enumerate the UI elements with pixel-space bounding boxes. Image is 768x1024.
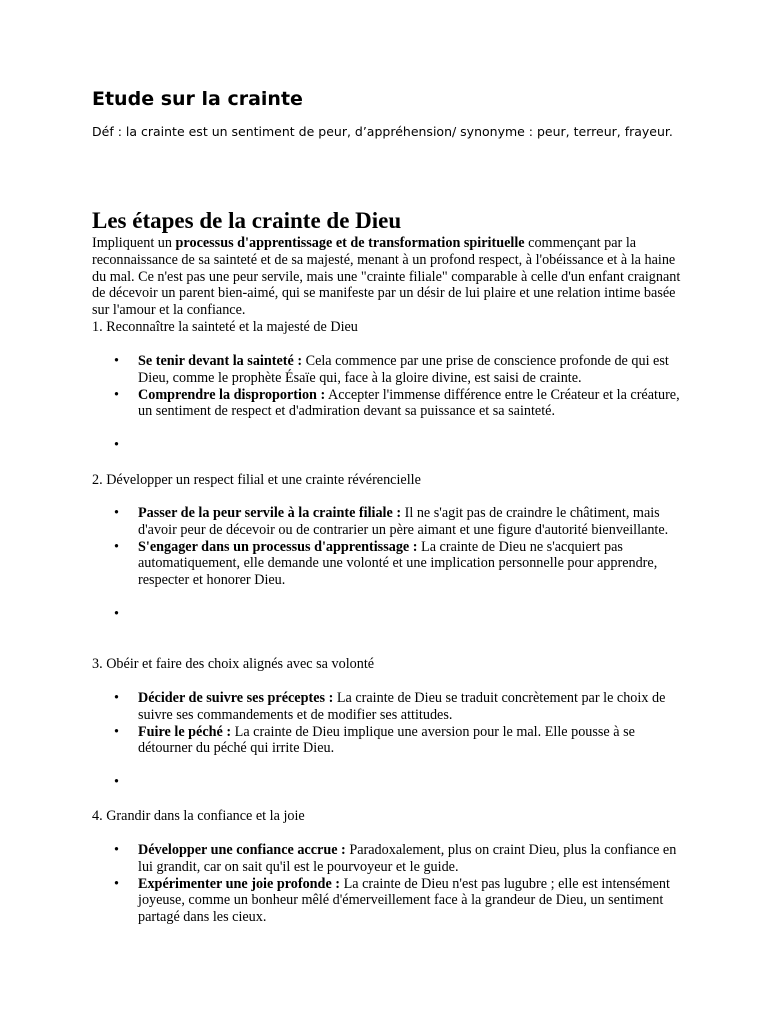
empty-list-item — [92, 437, 682, 454]
step-1-heading: 1. Reconnaître la sainteté et la majesté de Dieu — [92, 319, 358, 335]
item-text: La crainte de Dieu implique une aversion pour le mal. Elle pousse à se détourner du péché qui irrite Dieu. — [138, 723, 635, 757]
empty-list-item — [92, 606, 682, 623]
list-item — [92, 539, 682, 589]
list-item — [92, 876, 682, 926]
item-text: La crainte de Dieu se traduit concrètement par le choix de suivre ses commandements et de modifier ses attitudes. — [138, 690, 666, 723]
intro-pre: Impliquent un — [92, 235, 176, 251]
item-bold: Se tenir devant la sainteté : — [138, 353, 303, 369]
list-item — [92, 505, 682, 539]
step-2-heading: 2. Développer un respect filial et une crainte révérencielle — [92, 472, 421, 488]
intro-bold: processus d'apprentissage et de transformation spirituelle — [175, 235, 525, 251]
step-3-heading: 3. Obéir et faire des choix alignés avec sa volonté — [92, 656, 375, 672]
document-title: Etude sur la crainte — [92, 88, 303, 110]
item-text: Accepter l'immense différence entre le Créateur et la créature, un sentiment de respect et d'admiration devant sa puissance et sa sainteté. — [138, 386, 680, 420]
item-bold: Décider de suivre ses préceptes : — [138, 690, 334, 706]
section-heading: Les étapes de la crainte de Dieu — [92, 208, 402, 233]
item-bold: Passer de la peur servile à la crainte filiale : — [138, 505, 402, 521]
list-item — [92, 387, 682, 421]
step-2-list — [92, 505, 682, 623]
list-item — [92, 353, 682, 387]
item-text: La crainte de Dieu n'est pas lugubre ; elle est intensément joyeuse, comme un bonheur mêlé d'émerveillement face à la grandeur de Dieu, un sentiment partagé dans les cieux. — [138, 875, 670, 926]
definition-paragraph: Déf : la crainte est un sentiment de peur, d’appréhension/ synonyme : peur, terreur, frayeur. — [92, 124, 673, 139]
item-bold: Comprendre la disproportion : — [138, 386, 326, 403]
step-3-list — [92, 690, 682, 791]
item-bold: Fuire le péché : — [138, 723, 232, 740]
item-bold: Développer une confiance accrue : — [138, 842, 346, 858]
item-text: Cela commence par une prise de conscience profonde de qui est Dieu, comme le prophète Ésaïe qui, face à la gloire divine, est saisi de crainte. — [138, 353, 669, 386]
list-item — [92, 724, 682, 758]
item-text: Paradoxalement, plus on craint Dieu, plus la confiance en lui grandit, car on sait qu'il est le pourvoyeur et le guide. — [138, 842, 677, 875]
intro-post: commençant par la reconnaissance de sa sainteté et de sa majesté, menant à un profond respect, à l'obéissance et à la haine du mal. Ce n'est pas une peur servile, mais une "crainte filiale" comparable à celle d'un enfant craignant de décevoir un parent bien-aimé, qui se manifeste par un désir de lui plaire et une relation intime basée sur l'amour et la confiance. — [92, 235, 681, 319]
list-item — [92, 842, 682, 876]
item-text: La crainte de Dieu ne s'acquiert pas automatiquement, elle demande une volonté et une implication personnelle pour apprendre, respecter et honorer Dieu. — [138, 538, 658, 589]
intro-paragraph — [92, 235, 682, 319]
item-bold: S'engager dans un processus d'apprentissage : — [138, 538, 418, 555]
item-bold: Expérimenter une joie profonde : — [138, 875, 341, 892]
item-text: Il ne s'agit pas de craindre le châtiment, mais d'avoir peur de décevoir ou de contrarier un père aimant et une figure d'autorité bienveillante. — [138, 505, 669, 538]
empty-list-item — [92, 774, 682, 791]
step-1-list — [92, 353, 682, 454]
list-item — [92, 690, 682, 724]
step-4-heading: 4. Grandir dans la confiance et la joie — [92, 808, 305, 824]
step-4-list — [92, 842, 682, 926]
